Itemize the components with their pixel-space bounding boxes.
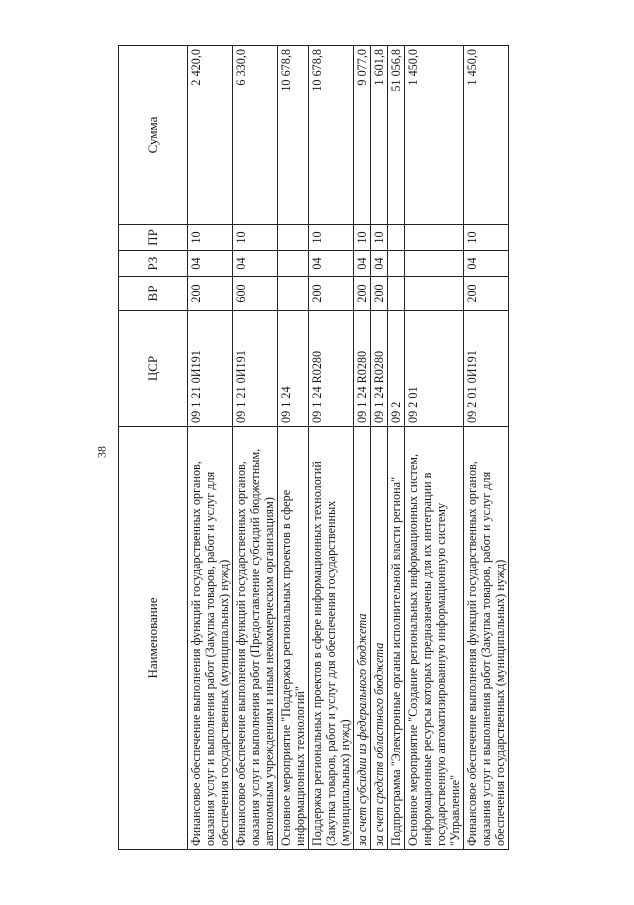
table-row [188,46,233,850]
row-vr: 200 [464,277,509,311]
row-sum: 9 077,0 [354,46,371,225]
header-sum: Сумма [119,46,188,225]
table-row [278,46,309,850]
table-header-row [119,46,188,850]
row-pr [388,225,405,251]
row-pr: 10 [188,225,233,251]
row-rz: 04 [233,251,278,277]
row-name: Финансовое обеспечение выполнения функций государственных органов, оказания услуг и выполнения работ (Закупка товаров, работ и услуг для обеспечения государственных (муниципальных) нужд) [464,427,509,850]
table-row [233,46,278,850]
row-pr: 10 [464,225,509,251]
row-csr: 09 1 24 R0280 [309,311,354,427]
row-name: Финансовое обеспечение выполнения функций государственных органов, оказания услуг и выполнения работ (Предоставление субсидий бюджетным, автономным учреждениям и иным некоммерческим организациям) [233,427,278,850]
header-pr: ПР [119,225,188,251]
header-vr: ВР [119,277,188,311]
header-csr: ЦСР [119,311,188,427]
row-csr: 09 1 21 0И191 [233,311,278,427]
row-name: Подпрограмма "Электронные органы исполнительной власти региона" [388,427,405,850]
row-sum: 1 450,0 [405,46,464,225]
table-body [188,46,509,850]
row-pr: 10 [371,225,388,251]
row-sum: 10 678,8 [309,46,354,225]
row-vr: 600 [233,277,278,311]
row-csr: 09 1 24 R0280 [354,311,371,427]
table-row [354,46,371,850]
table-row [405,46,464,850]
row-pr [405,225,464,251]
row-rz: 04 [309,251,354,277]
row-rz [405,251,464,277]
row-sum: 2 420,0 [188,46,233,225]
row-rz: 04 [188,251,233,277]
row-vr [405,277,464,311]
row-sum: 1 601,8 [371,46,388,225]
row-vr: 200 [354,277,371,311]
row-name: за счет средств областного бюджета [371,427,388,850]
row-sum: 1 450,0 [464,46,509,225]
header-name: Наименование [119,427,188,850]
table-row [388,46,405,850]
row-rz [388,251,405,277]
row-csr: 09 1 24 R0280 [371,311,388,427]
budget-table [118,45,509,850]
row-pr: 10 [233,225,278,251]
row-vr: 200 [309,277,354,311]
header-rz: РЗ [119,251,188,277]
row-pr: 10 [354,225,371,251]
row-csr: 09 1 24 [278,311,309,427]
row-rz: 04 [371,251,388,277]
row-name: за счет субсидии из федерального бюджета [354,427,371,850]
row-csr: 09 2 01 [405,311,464,427]
row-csr: 09 1 21 0И191 [188,311,233,427]
row-pr [278,225,309,251]
table-row [309,46,354,850]
row-rz [278,251,309,277]
row-csr: 09 2 [388,311,405,427]
row-csr: 09 2 01 0И191 [464,311,509,427]
row-name: Поддержка региональных проектов в сфере информационных технологий (Закупка товаров, работ и услуг для обеспечения государственных (муниципальных) нужд) [309,427,354,850]
row-name: Финансовое обеспечение выполнения функций государственных органов, оказания услуг и выполнения работ (Закупка товаров, работ и услуг для обеспечения государственных (муниципальных) нужд) [188,427,233,850]
row-name: Основное мероприятие "Поддержка региональных проектов в сфере информационных технологий" [278,427,309,850]
table-row [464,46,509,850]
row-rz: 04 [354,251,371,277]
row-sum: 51 056,8 [388,46,405,225]
row-vr [278,277,309,311]
row-rz: 04 [464,251,509,277]
page-number: 38 [94,446,109,458]
row-name: Основное мероприятие "Создание региональных информационных систем, информационные ресурсы которых предназначены для их интеграции в государственную автоматизированную информационную систему "Управление" [405,427,464,850]
row-vr: 200 [188,277,233,311]
row-vr: 200 [371,277,388,311]
row-sum: 6 330,0 [233,46,278,225]
row-vr [388,277,405,311]
row-pr: 10 [309,225,354,251]
table-row [371,46,388,850]
row-sum: 10 678,8 [278,46,309,225]
